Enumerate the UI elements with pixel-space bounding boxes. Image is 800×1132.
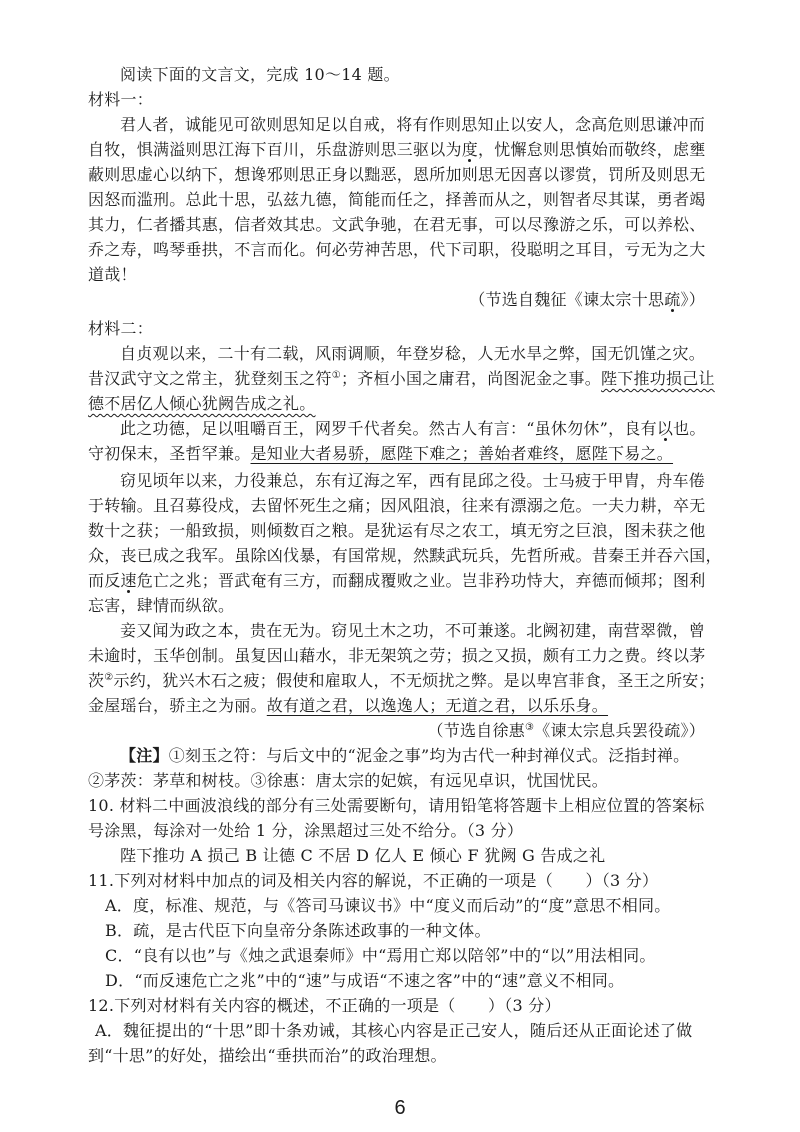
- text-segment: 自牧，惧满溢则思江海下百川，乐盘游则思三驱以为: [88, 140, 462, 159]
- text-segment: 昔汉武守文之常主，犹登刻玉之符: [88, 369, 332, 388]
- question-11-stem: 11.下列对材料中加点的词及相关内容的解说，不正确的一项是（ ）（3 分）: [88, 871, 659, 890]
- question-11-option-d: D．“而反速危亡之兆”中的“速”与成语“不速之客”中的“速”意义不相同。: [105, 971, 625, 990]
- material1-line-6: 乔之寿，鸣琴垂拱，不言而化。何必劳神苦思，代下司职，役聪明之耳目，亏无为之大: [88, 240, 706, 259]
- note-text: ①刻玉之符：与后文中的“泥金之事”均为古代一种封禅仪式。泛指封禅。: [168, 746, 690, 765]
- text-segment: （节选自魏征《谏太宗十思: [469, 290, 665, 309]
- text-segment: 》）: [680, 290, 705, 309]
- underlined-text: 故有道之君，以逸逸人；无道之君，以乐乐身。: [266, 696, 609, 715]
- page-number: 6: [394, 1097, 406, 1119]
- material2-p3-line-4: 众，丧已成之我军。虽除凶伐暴，有国常规，然黩武玩兵，先哲所戒。昔秦王并吞六国，: [88, 546, 722, 565]
- notes-label: 【注】: [120, 746, 169, 765]
- notes-line-2: ②茅茨：茅草和树枝。③徐惠：唐太宗的妃嫔，有远见卓识，忧国忧民。: [88, 771, 609, 790]
- text-segment: 此之功德，足以咀嚼百王，网罗千代者矣。然古人有言：“虽休勿休”，良有: [120, 419, 657, 438]
- material2-p3-line-5: [88, 568, 705, 593]
- material2-p1-line-2: [88, 366, 715, 391]
- dotted-word: 以: [656, 419, 674, 438]
- material1-line-3: 蔽则思虚心以纳下，想谗邪则思正身以黜恶，恩所加则思无因喜以谬赏，罚所及则思无: [88, 165, 706, 184]
- material2-heading: 材料二：: [88, 319, 154, 338]
- material2-p1-line-1: 自贞观以来，二十有二载，风雨调顺，年登岁稔，人无水旱之弊，国无饥馑之灾。: [120, 344, 706, 363]
- question-12-option-a-line-1: A．魏征提出的“十思”即十条劝诫，其核心内容是正己安人，随后还从正面论述了做: [95, 1021, 693, 1040]
- material1-line-4: 因怒而滥刑。总此十思，弘兹九德，简能而任之，择善而从之，则智者尽其谋，勇者竭: [88, 190, 706, 209]
- material2-p3-line-6: 忘害，肆情而纵欲。: [88, 596, 235, 615]
- text-segment: 也。: [673, 419, 706, 438]
- question-10-line-1: 10. 材料二中画波浪线的部分有三处需要断句，请用铅笔将答题卡上相应位置的答案标: [88, 796, 705, 815]
- material2-p4-line-2: 未逾时，玉华创制。虽复因山藉水，非无架筑之劳；损之又损，颇有工力之费。终以茅: [88, 646, 706, 665]
- material1-line-5: 其力，仁者播其惠，信者效其忠。文武争驰，在君无事，可以尽豫游之乐，可以养松、: [88, 215, 706, 234]
- question-10-line-2: 号涂黑，每涂对一处给 1 分，涂黑超过三处不给分。（3 分）: [88, 821, 524, 840]
- text-segment: 示约，犹兴木石之疲；假使和雇取人，不无烦扰之弊。是以卑宫菲食，圣王之所安；: [113, 671, 715, 690]
- underlined-text: 是知业大者易骄，愿陛下难之；善始者难终，愿陛下易之。: [250, 444, 674, 463]
- question-12-option-a-line-2: 到“十思”的好处，描绘出“垂拱而治”的政治理想。: [88, 1046, 447, 1065]
- material2-p1-line-3: [88, 391, 705, 416]
- notes-line-1: [88, 743, 705, 768]
- page-text-block: [88, 62, 722, 1068]
- material2-p3-line-2: 于转输。且召募役戍，去留怀死生之痛；因风阻浪，往来有漂溺之危。一夫力耕，卒无: [88, 496, 706, 515]
- text-segment: ，忧懈怠则思慎始而敬终，虑壅: [478, 140, 706, 159]
- material2-p3-line-1: 窃见顷年以来，力役兼总，东有辽海之军，西有昆邱之役。士马疲于甲胄，舟车倦: [120, 471, 706, 490]
- material1-line-2: [88, 137, 705, 162]
- material2-p2-line-1: [88, 416, 705, 441]
- material2-source: [88, 718, 705, 743]
- material2-p4-line-3: [88, 668, 715, 693]
- question-11-option-b: B．疏，是古代臣下向皇帝分条陈述政事的一种文体。: [105, 921, 491, 940]
- question-10-options: 陛下推功 A 损己 B 让德 C 不居 D 亿人 E 倾心 F 犹阙 G 告成之礼: [120, 846, 606, 865]
- question-11-option-c: C．“良有以也”与《烛之武退秦师》中“焉用亡郑以陪邻”中的“以”用法相同。: [105, 946, 656, 965]
- text-segment: 而反: [88, 571, 121, 590]
- text-segment: 守初保末，圣哲罕兼。: [88, 444, 251, 463]
- material1-line-7: 道哉！: [88, 265, 137, 284]
- question-11-option-a: A．度，标准、规范，与《答司马谏议书》中“度义而后动”的“度”意思不相同。: [105, 896, 671, 915]
- dotted-word: 疏: [664, 290, 681, 309]
- material1-source: [88, 287, 705, 312]
- question-12-stem: 12.下列对材料有关内容的概述，不正确的一项是（ ）（3 分）: [88, 996, 561, 1015]
- dotted-word: 速: [120, 571, 137, 590]
- material2-p3-line-3: 数十之获；一船致损，则倾数百之粮。是犹运有尽之农工，填无穷之巨浪，图未获之他: [88, 521, 706, 540]
- material2-p2-line-2: [88, 441, 705, 466]
- material1-heading: 材料一：: [88, 90, 154, 109]
- text-segment: ；齐桓小国之庸君，尚图泥金之事。: [340, 369, 601, 388]
- footnote-marker: ③: [525, 722, 535, 733]
- text-segment: （节选自徐惠: [427, 721, 526, 740]
- wavy-underlined-text: 陛下推功损己让: [601, 369, 715, 388]
- wavy-underlined-text: 德不居亿人倾心犹阙告成之礼。: [88, 394, 316, 413]
- text-segment: 茨: [88, 671, 105, 690]
- text-segment: 金屋瑶台，骄主之为丽。: [88, 696, 267, 715]
- material1-line-1: 君人者，诚能见可欲则思知足以自戒，将有作则思知止以安人，念高危则思谦冲而: [120, 115, 706, 134]
- material2-p4-line-4: [88, 693, 705, 718]
- text-segment: 危亡之兆；晋武奄有三方，而翻成覆败之业。岂非矜功恃大，弃德而倾邦；图利: [136, 571, 706, 590]
- footnote-marker: ②: [104, 672, 114, 683]
- reading-instruction: 阅读下面的文言文，完成 10～14 题。: [120, 65, 400, 84]
- material2-p4-line-1: 妾又闻为政之本，贵在无为。窃见土木之功，不可兼遂。北阙初建，南营翠微，曾: [120, 621, 706, 640]
- footnote-marker: ①: [331, 370, 341, 381]
- dotted-word: 度: [461, 140, 479, 159]
- text-segment: 《谏太宗息兵罢役疏》）: [534, 721, 705, 740]
